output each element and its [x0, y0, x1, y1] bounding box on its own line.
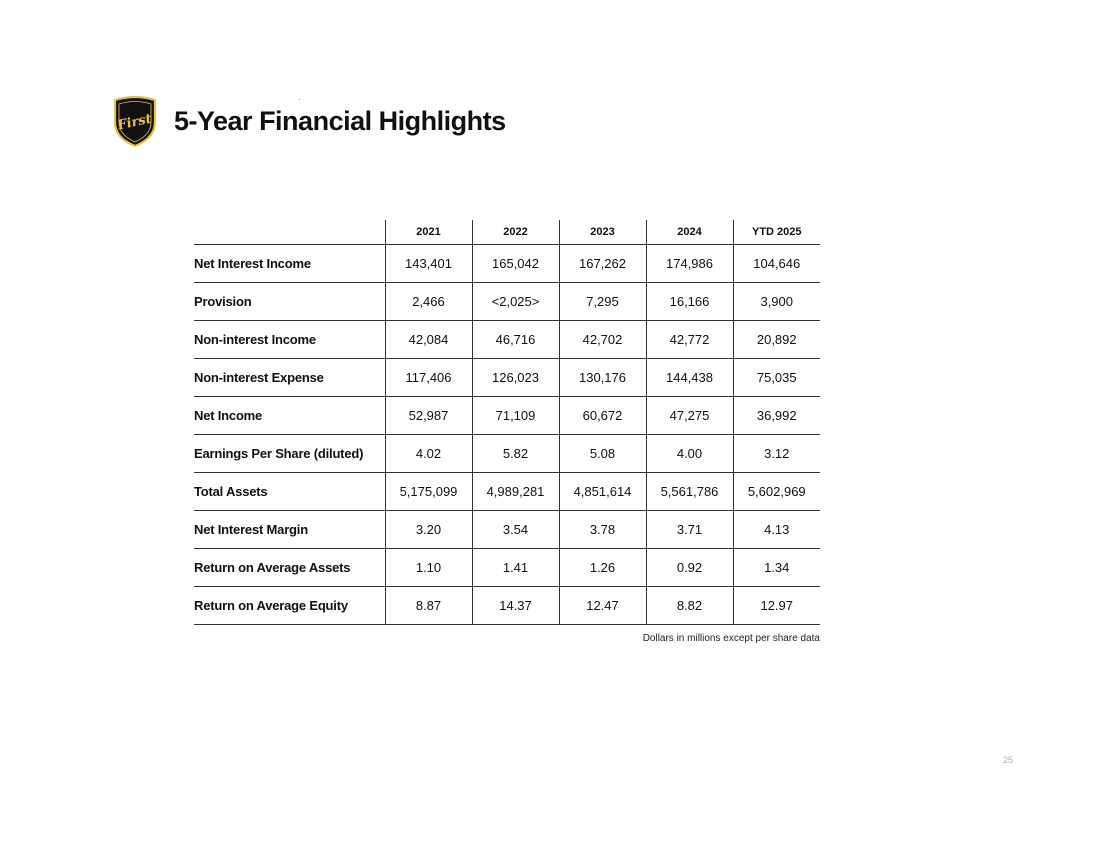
table-row — [194, 397, 820, 435]
table-cell: 3,900 — [733, 283, 820, 321]
table-cell: 42,702 — [559, 321, 646, 359]
table-row — [194, 359, 820, 397]
table-cell: 5.08 — [559, 435, 646, 473]
table-cell: 47,275 — [646, 397, 733, 435]
first-shield-logo — [111, 96, 159, 148]
table-row — [194, 549, 820, 587]
table-cell: 117,406 — [385, 359, 472, 397]
table-row — [194, 245, 820, 283]
row-label: Net Interest Income — [194, 245, 385, 283]
table-cell: 14.37 — [472, 587, 559, 625]
table-row — [194, 435, 820, 473]
table-cell: 7,295 — [559, 283, 646, 321]
table-cell: 42,084 — [385, 321, 472, 359]
table-row — [194, 321, 820, 359]
row-label: Net Interest Margin — [194, 511, 385, 549]
table-cell: 1.26 — [559, 549, 646, 587]
table-cell: 3.12 — [733, 435, 820, 473]
table-cell: 174,986 — [646, 245, 733, 283]
column-header: 2021 — [385, 220, 472, 245]
page-title: 5-Year Financial Highlights — [174, 106, 506, 136]
row-label: Total Assets — [194, 473, 385, 511]
header-row — [194, 220, 820, 245]
table-cell: 144,438 — [646, 359, 733, 397]
table-cell: 5,561,786 — [646, 473, 733, 511]
table-cell: 8.82 — [646, 587, 733, 625]
table-cell: 16,166 — [646, 283, 733, 321]
table-row — [194, 511, 820, 549]
row-label: Return on Average Assets — [194, 549, 385, 587]
table-cell: <2,025> — [472, 283, 559, 321]
table-row — [194, 587, 820, 625]
table-cell: 5,175,099 — [385, 473, 472, 511]
table-row — [194, 283, 820, 321]
row-label: Net Income — [194, 397, 385, 435]
row-label: Return on Average Equity — [194, 587, 385, 625]
row-label: Non-interest Expense — [194, 359, 385, 397]
table-cell: 0.92 — [646, 549, 733, 587]
table-cell: 4.00 — [646, 435, 733, 473]
table-cell: 5.82 — [472, 435, 559, 473]
table-cell: 71,109 — [472, 397, 559, 435]
financial-highlights-table — [194, 220, 820, 625]
column-header: 2022 — [472, 220, 559, 245]
decorative-dot — [299, 99, 300, 100]
row-label: Earnings Per Share (diluted) — [194, 435, 385, 473]
table-cell: 12.97 — [733, 587, 820, 625]
table-cell: 46,716 — [472, 321, 559, 359]
svg-text:First: First — [116, 111, 154, 134]
table-cell: 1.10 — [385, 549, 472, 587]
row-label: Provision — [194, 283, 385, 321]
table-cell: 75,035 — [733, 359, 820, 397]
table-cell: 4.13 — [733, 511, 820, 549]
page-number: 25 — [1003, 755, 1014, 765]
table-cell: 165,042 — [472, 245, 559, 283]
table-cell: 3.78 — [559, 511, 646, 549]
table-cell: 130,176 — [559, 359, 646, 397]
table-cell: 4,851,614 — [559, 473, 646, 511]
table-cell: 167,262 — [559, 245, 646, 283]
row-label: Non-interest Income — [194, 321, 385, 359]
column-header: 2023 — [559, 220, 646, 245]
column-header: 2024 — [646, 220, 733, 245]
table-cell: 60,672 — [559, 397, 646, 435]
table-cell: 12.47 — [559, 587, 646, 625]
table-cell: 4,989,281 — [472, 473, 559, 511]
table-cell: 8.87 — [385, 587, 472, 625]
table-cell: 5,602,969 — [733, 473, 820, 511]
table-cell: 3.54 — [472, 511, 559, 549]
table-footnote: Dollars in millions except per share data — [642, 633, 820, 644]
table-cell: 3.20 — [385, 511, 472, 549]
table-cell: 104,646 — [733, 245, 820, 283]
table-row — [194, 473, 820, 511]
table-cell: 3.71 — [646, 511, 733, 549]
table-cell: 126,023 — [472, 359, 559, 397]
table-cell: 2,466 — [385, 283, 472, 321]
table-cell: 36,992 — [733, 397, 820, 435]
table-cell: 42,772 — [646, 321, 733, 359]
table-cell: 20,892 — [733, 321, 820, 359]
header-corner — [194, 220, 385, 245]
table-cell: 1.34 — [733, 549, 820, 587]
table-cell: 1.41 — [472, 549, 559, 587]
table-cell: 52,987 — [385, 397, 472, 435]
table-cell: 143,401 — [385, 245, 472, 283]
column-header: YTD 2025 — [733, 220, 820, 245]
table-cell: 4.02 — [385, 435, 472, 473]
